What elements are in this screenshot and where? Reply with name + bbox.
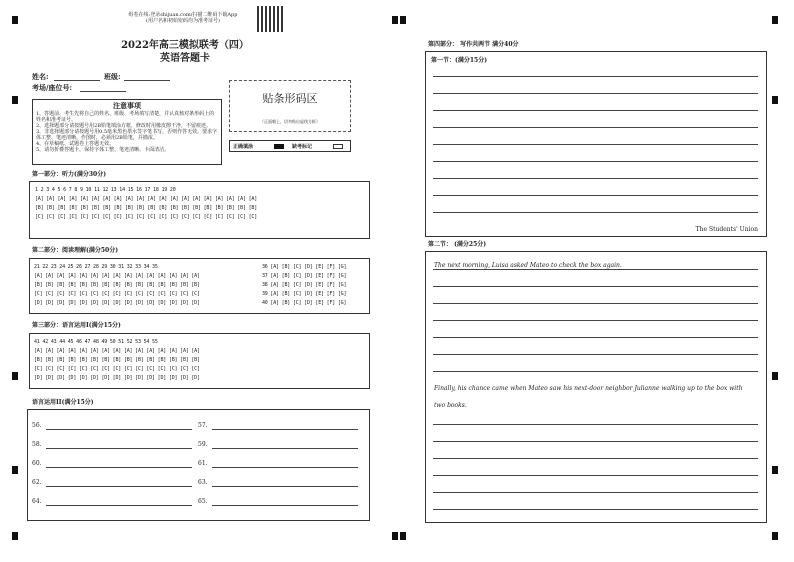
q65-label: 65. [198, 498, 208, 505]
missing-mark-box[interactable] [333, 144, 343, 149]
correct-fill-sample [274, 144, 284, 149]
writing-line[interactable] [433, 303, 758, 304]
q60-label: 60. [32, 460, 42, 467]
writing-line[interactable] [433, 212, 758, 213]
part2-side-row[interactable]: 36 [A] [B] [C] [D] [E] [F] [G] [262, 264, 347, 270]
q58-label: 58. [32, 441, 42, 448]
part2-row-b[interactable]: [B] [B] [B] [B] [B] [B] [B] [B] [B] [B] [B] [B] [B] [B] [B] [34, 282, 200, 288]
part2-title: 第二部分：阅读理解(满分50分) [32, 247, 119, 254]
q57-label: 57. [198, 422, 208, 429]
writing-line[interactable] [433, 424, 758, 425]
notes-item: 1、答题前，考生先将自己的姓名、班级、考场填写清楚，并认真核对条形码上的姓名和准考证号。 [36, 111, 215, 123]
timing-mark [12, 96, 18, 104]
timing-mark [392, 16, 398, 24]
timing-mark [772, 16, 778, 24]
part4-title: 第四部分： 写作共两节 满分40分 [428, 41, 519, 48]
part2-row-a[interactable]: [A] [A] [A] [A] [A] [A] [A] [A] [A] [A] [A] [A] [A] [A] [A] [34, 273, 200, 279]
part4-sec1-title: 第一节：(满分15分) [431, 57, 488, 64]
part4-sec2-box [425, 251, 767, 523]
q57-line[interactable] [212, 429, 358, 430]
notes-item: 3、非选择题部分请按题号用0.5毫米黑色墨水签字笔书写，否则作答无效。要求字体工整、笔迹清晰。作图时，必须用2B铅笔，并描浓。 [36, 129, 218, 141]
writing-line[interactable] [433, 371, 758, 372]
timing-mark [12, 372, 18, 380]
writing-line[interactable] [433, 269, 758, 270]
barcode-area [229, 80, 351, 132]
notes-box [32, 99, 222, 165]
q65-line[interactable] [212, 505, 358, 506]
part2-box [29, 258, 370, 314]
writing-line[interactable] [433, 93, 758, 94]
part4-sec2-title: 第二节： (满分25分) [428, 241, 487, 248]
q56-label: 56. [32, 422, 42, 429]
q64-line[interactable] [46, 505, 192, 506]
notes-title: 注意事项 [113, 101, 141, 110]
q56-line[interactable] [46, 429, 192, 430]
part1-title: 第一部分：听力(满分30分) [32, 171, 107, 178]
writing-line[interactable] [433, 509, 758, 510]
part1-box [29, 181, 370, 239]
barcode-note: （正面朝上，切勿贴出虚线方框） [259, 119, 320, 125]
part4-sec1-box [425, 51, 767, 237]
writing-line[interactable] [433, 475, 758, 476]
part3-row-b[interactable]: [B] [B] [B] [B] [B] [B] [B] [B] [B] [B] [B] [B] [B] [B] [B] [34, 357, 200, 363]
header-info [113, 12, 253, 24]
part2-side-row[interactable]: 40 [A] [B] [C] [D] [E] [F] [G] [262, 300, 347, 306]
timing-mark [392, 532, 398, 540]
part2-side-row[interactable]: 39 [A] [B] [C] [D] [E] [F] [G] [262, 291, 347, 297]
q62-line[interactable] [46, 486, 192, 487]
q63-line[interactable] [212, 486, 358, 487]
q64-label: 64. [32, 498, 42, 505]
part3b-box [27, 409, 370, 521]
header-info-line2: (用户名和初始密码均为准考证号) [146, 18, 220, 24]
correct-fill-label: 正确填涂 [233, 144, 254, 150]
part4-sec1-tail: The Students' Union [695, 226, 758, 233]
part3-box [29, 333, 370, 389]
writing-line[interactable] [433, 110, 758, 111]
exam-seat-label: 考场/座位号: [32, 83, 73, 92]
writing-line[interactable] [433, 76, 758, 77]
writing-line[interactable] [433, 178, 758, 179]
writing-line[interactable] [433, 337, 758, 338]
class-field[interactable] [124, 80, 170, 81]
header-info-line1: 组卷在线:登录shijuan.com/扫描二维码下载App [128, 12, 238, 18]
page-title: 2022年高三模拟联考（四） [121, 40, 249, 51]
missing-mark-label: 缺考标记 [292, 144, 313, 150]
writing-line[interactable] [433, 161, 758, 162]
name-field[interactable] [54, 80, 100, 81]
q59-label: 59. [198, 441, 208, 448]
part2-row-d[interactable]: [D] [D] [D] [D] [D] [D] [D] [D] [D] [D] [D] [D] [D] [D] [D] [34, 300, 200, 306]
writing-line[interactable] [433, 320, 758, 321]
timing-mark [12, 466, 18, 474]
q63-label: 63. [198, 479, 208, 486]
q58-line[interactable] [46, 448, 192, 449]
part2-side-row[interactable]: 37 [A] [B] [C] [D] [E] [F] [G] [262, 273, 347, 279]
part3b-title: 语言运用II(满分15分) [32, 399, 94, 406]
notes-item: 5、请勿折叠答题卡，保持字体工整、笔迹清晰、卡面清洁。 [36, 147, 170, 153]
part2-row-c[interactable]: [C] [C] [C] [C] [C] [C] [C] [C] [C] [C] [C] [C] [C] [C] [C] [34, 291, 200, 297]
timing-mark [12, 532, 18, 540]
timing-mark [772, 372, 778, 380]
writing-line[interactable] [433, 144, 758, 145]
part3-row-a[interactable]: [A] [A] [A] [A] [A] [A] [A] [A] [A] [A] [A] [A] [A] [A] [A] [34, 348, 200, 354]
writing-line[interactable] [433, 458, 758, 459]
timing-mark [772, 532, 778, 540]
part2-side-row[interactable]: 38 [A] [B] [C] [D] [E] [F] [G] [262, 282, 347, 288]
barcode-label: 贴条形码区 [262, 92, 318, 105]
page-subtitle: 英语答题卡 [160, 53, 210, 64]
part1-row-a[interactable]: [A] [A] [A] [A] [A] [A] [A] [A] [A] [A] [A] [A] [A] [A] [A] [A] [A] [A] [A] [A] [35, 196, 258, 202]
part1-row-c[interactable]: [C] [C] [C] [C] [C] [C] [C] [C] [C] [C] [C] [C] [C] [C] [C] [C] [C] [C] [C] [C] [35, 214, 258, 220]
q61-line[interactable] [212, 467, 358, 468]
part3-numbers: 41 42 43 44 45 46 47 48 49 50 51 52 53 54 55 [34, 339, 158, 345]
q59-line[interactable] [212, 448, 358, 449]
class-label: 班级: [104, 72, 121, 81]
part3-row-c[interactable]: [C] [C] [C] [C] [C] [C] [C] [C] [C] [C] [C] [C] [C] [C] [C] [34, 366, 200, 372]
part4-sec2-para2-line2: two books. [434, 402, 467, 409]
writing-line[interactable] [433, 127, 758, 128]
part3-title: 第三部分：语言运用I(满分15分) [32, 322, 121, 329]
writing-line[interactable] [433, 354, 758, 355]
notes-item: 2、选择题部分请按题号用2B铅笔填涂方框，修改时用橡皮擦干净，不留痕迹。 [36, 123, 212, 129]
name-label: 姓名: [32, 72, 49, 81]
timing-mark [400, 532, 406, 540]
part1-numbers: 1 2 3 4 5 6 7 8 9 10 11 12 13 14 15 16 17 18 19 20 [35, 187, 176, 193]
part4-sec2-start: The next morning, Luisa asked Mateo to check the box again. [434, 262, 622, 269]
exam-seat-field[interactable] [80, 91, 126, 92]
q60-line[interactable] [46, 467, 192, 468]
part1-row-b[interactable]: [B] [B] [B] [B] [B] [B] [B] [B] [B] [B] [B] [B] [B] [B] [B] [B] [B] [B] [B] [B] [35, 205, 258, 211]
q62-label: 62. [32, 479, 42, 486]
qr-code [257, 6, 283, 32]
timing-mark [12, 16, 18, 24]
fill-legend [229, 140, 351, 152]
writing-line[interactable] [433, 492, 758, 493]
part2-numbers: 21 22 23 24 25 26 27 28 29 30 31 32 33 34 35 [34, 264, 158, 270]
timing-mark [772, 466, 778, 474]
part3-row-d[interactable]: [D] [D] [D] [D] [D] [D] [D] [D] [D] [D] [D] [D] [D] [D] [D] [34, 375, 200, 381]
writing-line[interactable] [433, 286, 758, 287]
q61-label: 61. [198, 460, 208, 467]
timing-mark [772, 96, 778, 104]
timing-mark [400, 16, 406, 24]
part4-sec2-para2-line1: Finally, his chance came when Mateo saw his next-door neighbor Julianne walking up to the box with [434, 385, 743, 392]
writing-line[interactable] [433, 441, 758, 442]
notes-item: 4、在草稿纸、试题卷上答题无效。 [36, 141, 115, 147]
writing-line[interactable] [433, 195, 758, 196]
